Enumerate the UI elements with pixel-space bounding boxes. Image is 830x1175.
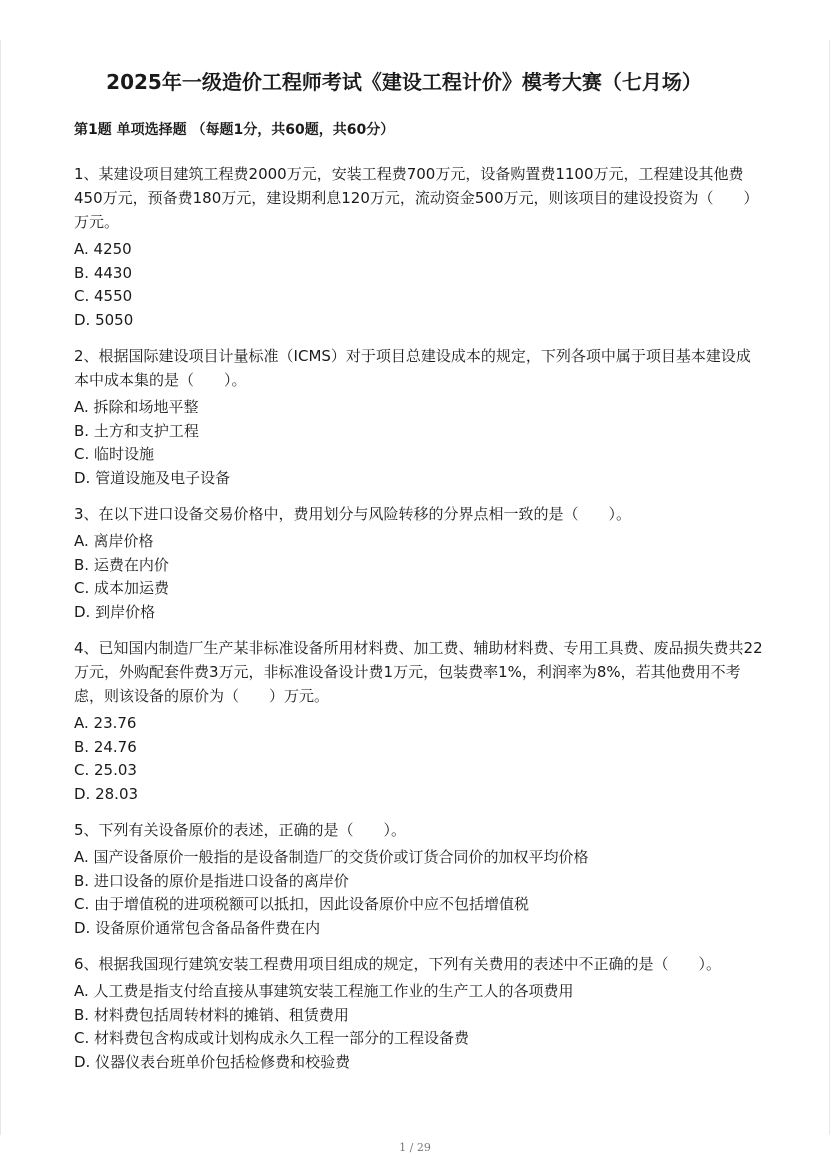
question-4 <box>74 636 764 806</box>
question-1 <box>74 162 764 332</box>
option-d: D. 28.03 <box>74 784 139 803</box>
option-a: A. 4250 <box>74 240 132 258</box>
option-c: C. 成本加运费 <box>74 579 170 597</box>
question-stem: 6、根据我国现行建筑安装工程费用项目组成的规定，下列有关费用的表述中不正确的是（ ）。 <box>74 955 722 973</box>
option-c: C. 临时设施 <box>74 445 155 463</box>
option-b: B. 运费在内价 <box>74 555 169 574</box>
option-b: B. 4430 <box>74 263 133 282</box>
option-b: B. 材料费包括周转材料的摊销、租赁费用 <box>74 1005 349 1024</box>
option-c: C. 4550 <box>74 287 133 305</box>
option-b: B. 进口设备的原价是指进口设备的离岸价 <box>74 871 349 890</box>
option-d: D. 5050 <box>74 310 134 329</box>
question-stem: 4、已知国内制造厂生产某非标准设备所用材料费、加工费、辅助材料费、专用工具费、废品损失费共22万元，外购配套件费3万元，非标准设备设计费1万元，包装费率1%，利润率为8%，若其他费用不考虑，则该设备的原价为（ ）万元。 <box>74 639 763 705</box>
option-a: A. 离岸价格 <box>74 532 154 550</box>
section-heading: 第1题 单项选择题 （每题1分，共60题，共60分） <box>74 122 395 138</box>
question-stem: 2、根据国际建设项目计量标准（ICMS）对于项目总建设成本的规定，下列各项中属于项目基本建设成本中成本集的是（ ）。 <box>74 347 751 389</box>
question-stem: 5、下列有关设备原价的表述，正确的是（ ）。 <box>74 821 407 839</box>
question-stem: 3、在以下进口设备交易价格中，费用划分与风险转移的分界点相一致的是（ ）。 <box>74 505 632 523</box>
page-indicator: 1 / 29 <box>399 1141 431 1154</box>
option-a: A. 人工费是指支付给直接从事建筑安装工程施工作业的生产工人的各项费用 <box>74 982 574 1000</box>
option-a: A. 拆除和场地平整 <box>74 398 199 416</box>
option-b: B. 土方和支护工程 <box>74 421 199 440</box>
page-edge-left <box>0 40 1 1135</box>
option-d: D. 仪器仪表台班单价包括检修费和校验费 <box>74 1052 351 1071</box>
option-d: D. 管道设施及电子设备 <box>74 468 231 487</box>
question-5 <box>74 818 764 940</box>
question-stem: 1、某建设项目建筑工程费2000万元，安装工程费700万元，设备购置费1100万元，工程建设其他费450万元，预备费180万元，建设期利息120万元，流动资金500万元，则该项目的建设投资为（ ）万元。 <box>74 165 759 231</box>
question-2 <box>74 344 764 490</box>
option-a: A. 国产设备原价一般指的是设备制造厂的交货价或订货合同价的加权平均价格 <box>74 848 589 866</box>
option-b: B. 24.76 <box>74 737 137 756</box>
option-c: C. 由于增值税的进项税额可以抵扣，因此设备原价中应不包括增值税 <box>74 895 530 913</box>
option-d: D. 设备原价通常包含备品备件费在内 <box>74 918 321 937</box>
question-3 <box>74 502 764 624</box>
option-c: C. 材料费包含构成或计划构成永久工程一部分的工程设备费 <box>74 1029 470 1047</box>
document-page <box>74 66 764 1086</box>
option-a: A. 23.76 <box>74 714 137 732</box>
option-c: C. 25.03 <box>74 761 137 779</box>
option-d: D. 到岸价格 <box>74 602 156 621</box>
question-6 <box>74 952 764 1074</box>
document-title: 2025年一级造价工程师考试《建设工程计价》模考大赛（七月场） <box>106 70 702 94</box>
